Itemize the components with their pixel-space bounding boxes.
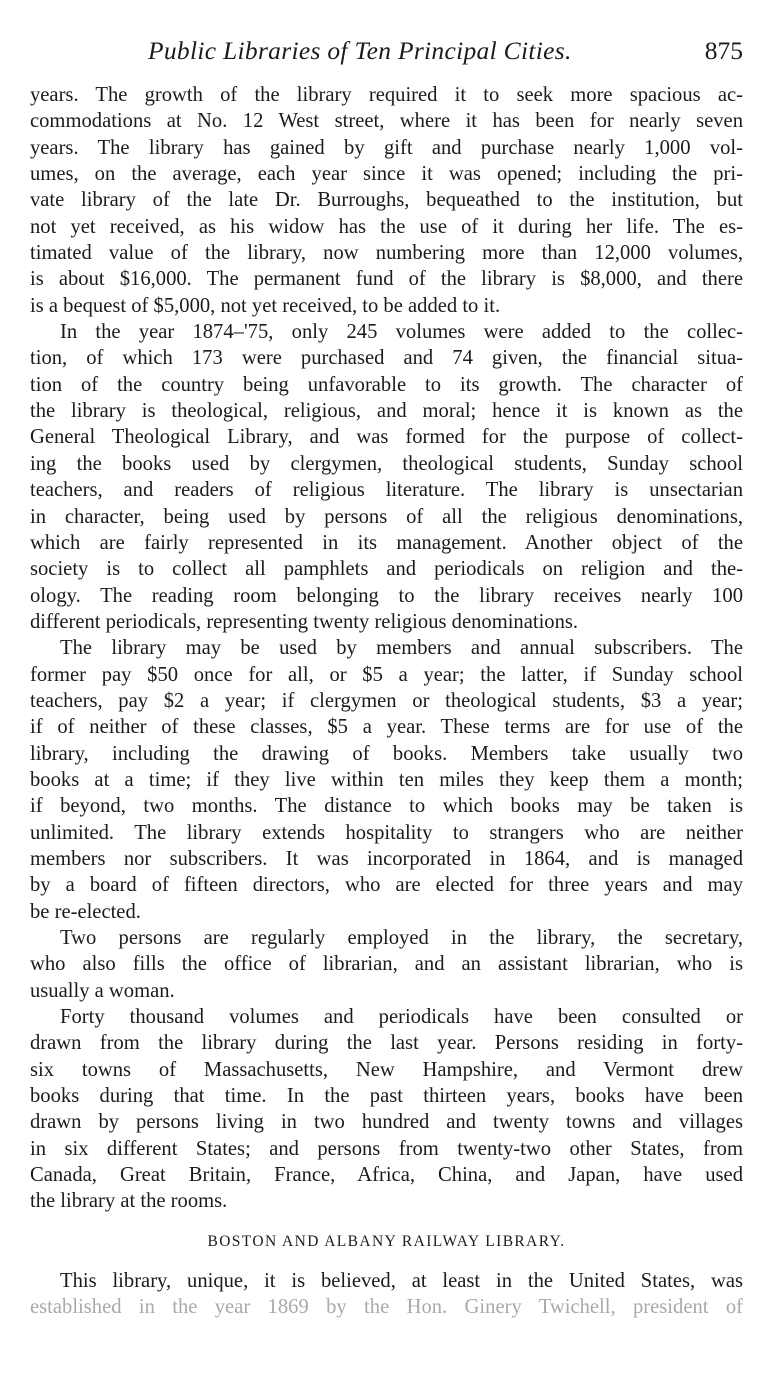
- text-line: is about $16,000. The permanent fund of the library is $8,000, and there: [30, 268, 743, 291]
- paragraph-usage: [30, 1004, 743, 1215]
- text-line: Two persons are regularly employed in the library, the secretary,: [60, 927, 743, 949]
- paragraph-growth: [30, 82, 743, 319]
- text-line: books at a time; if they live within ten miles they keep them a month;: [30, 768, 743, 791]
- paragraph-character: [30, 319, 743, 635]
- body-text: [30, 82, 743, 1215]
- section-paragraph: [30, 1268, 743, 1321]
- text-line: Forty thousand volumes and periodicals have been consulted or: [60, 1006, 743, 1029]
- text-line: vate library of the late Dr. Burroughs, bequeathed to the institution, but: [30, 189, 743, 212]
- text-line: drawn from the library during the last year. Persons residing in forty-: [30, 1032, 743, 1055]
- text-line: library, including the drawing of books. Members take usually two: [30, 742, 743, 765]
- text-line: tion of the country being unfavorable to its growth. The character of: [30, 373, 743, 396]
- text-line: the library is theological, religious, and moral; hence it is known as the: [30, 400, 743, 423]
- text-line: not yet received, as his widow has the use of it during her life. The es-: [30, 215, 743, 238]
- text-line: The library may be used by members and annual subscribers. The: [60, 637, 743, 660]
- text-line: usually a woman.: [30, 979, 175, 1002]
- text-line: ing the books used by clergymen, theological students, Sunday school: [30, 452, 743, 475]
- text-line: commodations at No. 12 West street, where it has been for nearly seven: [30, 110, 743, 133]
- section-heading: BOSTON AND ALBANY RAILWAY LIBRARY.: [207, 1233, 566, 1250]
- text-line: drawn by persons living in two hundred and twenty towns and villages: [30, 1111, 743, 1134]
- paragraph-staff: [30, 925, 743, 1004]
- text-line: In the year 1874–'75, only 245 volumes were added to the collec-: [60, 321, 743, 344]
- text-line: established in the year 1869 by the Hon. Ginery Twichell, president of: [30, 1296, 743, 1319]
- text-line: the library at the rooms.: [30, 1190, 228, 1213]
- text-line: Canada, Great Britain, France, Africa, China, and Japan, have used: [30, 1164, 743, 1187]
- text-line: years. The library has gained by gift and purchase nearly 1,000 vol-: [30, 136, 743, 159]
- text-line: be re-elected.: [30, 900, 141, 923]
- running-title: Public Libraries of Ten Principal Cities.: [148, 36, 572, 65]
- text-line: by a board of fifteen directors, who are elected for three years and may: [30, 874, 743, 897]
- text-line: which are fairly represented in its management. Another object of the: [30, 531, 743, 554]
- text-line: former pay $50 once for all, or $5 a year; the latter, if Sunday school: [30, 663, 743, 686]
- text-line: books during that time. In the past thirteen years, books have been: [30, 1085, 743, 1108]
- text-line: is a bequest of $5,000, not yet received, to be added to it.: [30, 294, 501, 317]
- text-line: six towns of Massachusetts, New Hampshire, and Vermont drew: [30, 1058, 743, 1081]
- text-line: members nor subscribers. It was incorporated in 1864, and is managed: [30, 847, 743, 870]
- text-line: unlimited. The library extends hospitality to strangers who are neither: [30, 821, 743, 844]
- text-line: in six different States; and persons from twenty-two other States, from: [30, 1137, 743, 1160]
- text-line: teachers, pay $2 a year; if clergymen or theological students, $3 a year;: [30, 689, 743, 712]
- text-line: timated value of the library, now numbering more than 12,000 volumes,: [30, 242, 743, 265]
- text-line: tion, of which 173 were purchased and 74 given, the financial situa-: [30, 347, 743, 370]
- text-line: society is to collect all pamphlets and periodicals on religion and the-: [30, 558, 743, 581]
- text-line: who also fills the office of librarian, and an assistant librarian, who is: [30, 953, 743, 976]
- text-line: This library, unique, it is believed, at least in the United States, was: [60, 1270, 743, 1292]
- text-line: if beyond, two months. The distance to which books may be taken is: [30, 795, 743, 818]
- text-line: General Theological Library, and was formed for the purpose of collect-: [30, 426, 743, 449]
- text-line: in character, being used by persons of all the religious denominations,: [30, 505, 743, 528]
- text-line: years. The growth of the library required it to seek more spacious ac-: [30, 84, 743, 106]
- text-line: different periodicals, representing twenty religious denominations.: [30, 610, 579, 633]
- page-number: 875: [704, 36, 743, 65]
- text-line: umes, on the average, each year since it was opened; including the pri-: [30, 163, 743, 186]
- text-line: ology. The reading room belonging to the library receives nearly 100: [30, 584, 743, 607]
- page-header: [30, 34, 743, 70]
- text-line: teachers, and readers of religious literature. The library is unsectarian: [30, 479, 743, 502]
- paragraph-terms: [30, 635, 743, 925]
- text-line: if of neither of these classes, $5 a year. These terms are for use of the: [30, 716, 743, 739]
